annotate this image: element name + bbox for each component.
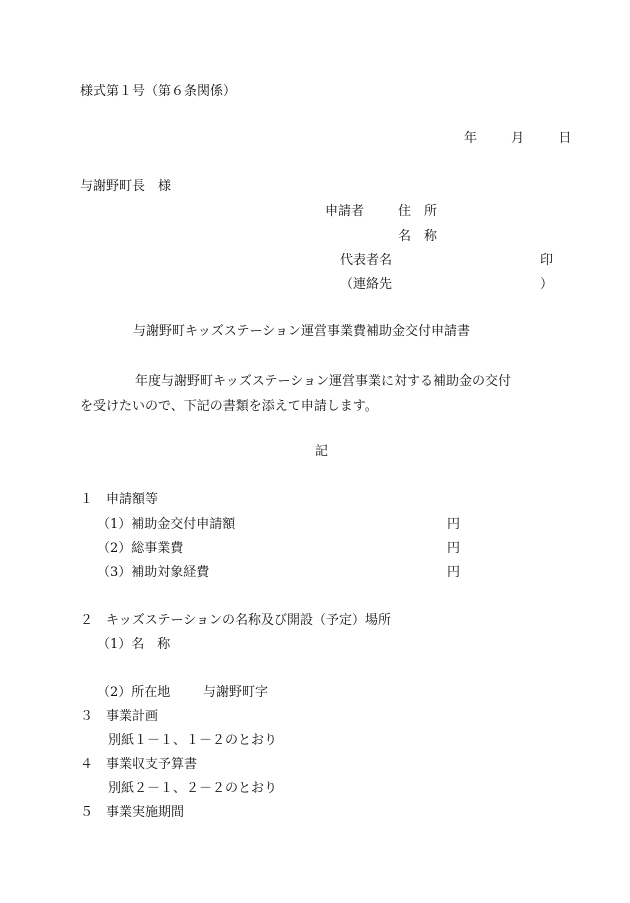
section-1-item-1-unit: 円 (447, 517, 461, 532)
section-1-item-2: （2）総事業費 (97, 541, 184, 556)
body-line-1: 年度与謝野町キッズステーション運営事業に対する補助金の交付 (135, 374, 511, 389)
section-1-item-3-unit: 円 (447, 565, 461, 580)
contact-close: ） (540, 277, 554, 292)
applicant-address-label: 住 所 (398, 204, 438, 219)
section-1-heading: １ 申請額等 (80, 492, 159, 507)
section-3-detail: 別紙１－１、１－２のとおり (108, 733, 278, 748)
form-number: 様式第１号（第６条関係） (80, 84, 237, 99)
applicant-role: 申請者 (325, 204, 365, 219)
section-2-item-1: （1）名 称 (97, 637, 171, 652)
date-month: 月 (511, 131, 525, 146)
date-line (464, 132, 571, 145)
section-2-item-2-label: （2）所在地 (97, 685, 171, 700)
section-4-detail: 別紙２－１、２－２のとおり (108, 781, 278, 796)
section-5-heading: ５ 事業実施期間 (80, 805, 185, 820)
section-3-heading: ３ 事業計画 (80, 709, 159, 724)
section-1-item-2-unit: 円 (447, 541, 461, 556)
section-4-heading: ４ 事業収支予算書 (80, 757, 198, 772)
section-2-item-2-value: 与謝野町字 (203, 685, 269, 700)
section-1-item-1: （1）補助金交付申請額 (97, 517, 236, 532)
date-day: 日 (558, 131, 572, 146)
ki-heading: 記 (315, 444, 329, 459)
section-1-item-3: （3）補助対象経費 (97, 565, 210, 580)
applicant-name-label: 名 称 (398, 229, 438, 244)
representative-label: 代表者名 (340, 253, 393, 268)
date-year: 年 (464, 131, 478, 146)
section-2-heading: ２ キッズステーションの名称及び開設（予定）場所 (80, 613, 391, 628)
document-title: 与謝野町キッズステーション運営事業費補助金交付申請書 (133, 324, 470, 339)
addressee: 与謝野町長 様 (80, 179, 172, 194)
contact-open: （連絡先 (340, 277, 393, 292)
body-line-2: を受けたいので、下記の書類を添えて申請します。 (80, 399, 378, 414)
seal-mark: 印 (540, 253, 554, 268)
